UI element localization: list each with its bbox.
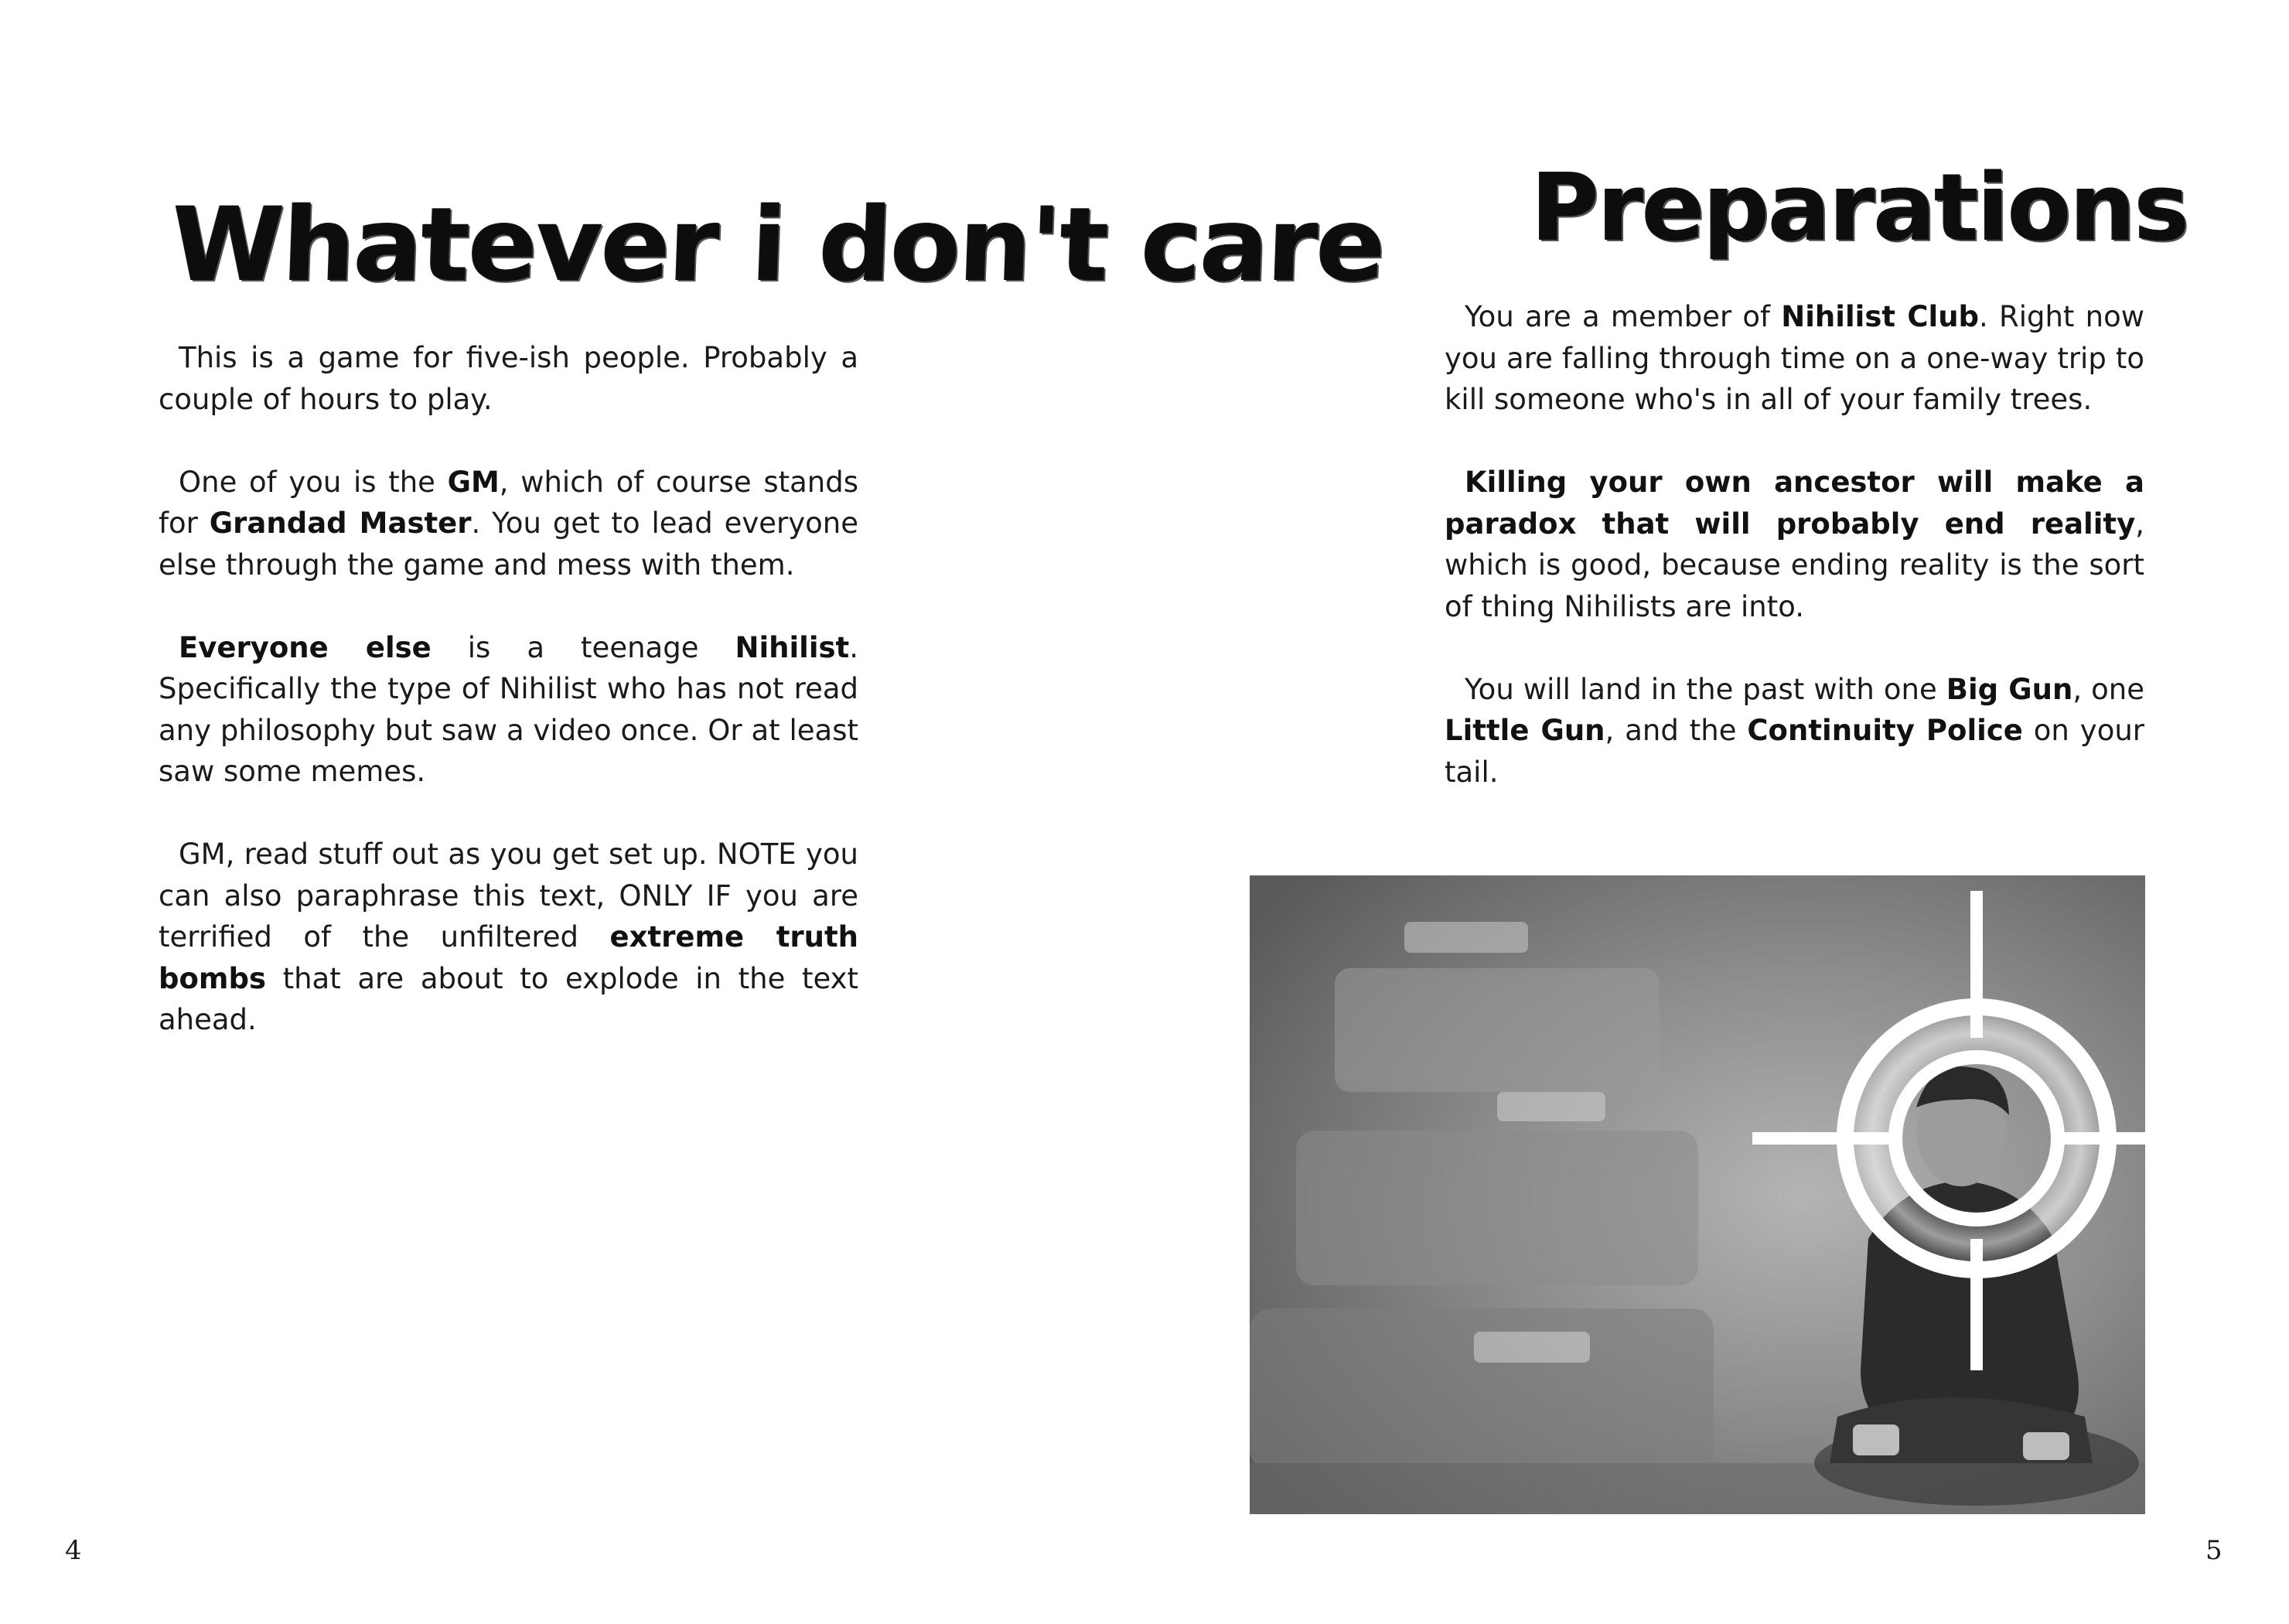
right-body-text — [1445, 296, 2144, 834]
left-p2-e: . You get to lead everyone else through the game and mess with them. — [159, 507, 858, 582]
left-p3-d: . Specifically the type of Nihilist who has not read any philosophy but saw a video once. Or at least saw some memes. — [159, 630, 858, 788]
right-p1-a: You are a member of — [1465, 300, 1782, 333]
left-p2-a: One of you is the — [179, 465, 448, 499]
left-p3-b: is a teenage — [431, 630, 735, 664]
left-p3-nihilist: Nihilist — [735, 630, 850, 664]
right-p3-c: , one — [2072, 672, 2144, 706]
left-p1-text: This is a game for five-ish people. Probably a couple of hours to play. — [159, 341, 858, 416]
photo-illustration — [1250, 875, 2145, 1514]
left-paragraph-2 — [159, 462, 858, 586]
right-p3-little-gun: Little Gun — [1445, 714, 1605, 747]
right-p3-g: on your tail. — [1445, 714, 2144, 789]
left-p4-truth-bombs: extreme truth bombs — [159, 920, 858, 995]
page-title-right — [1531, 155, 2188, 262]
right-page — [1144, 0, 2289, 1624]
right-p3-continuity-police: Continuity Police — [1747, 714, 2023, 747]
left-p2-gm: GM — [447, 465, 500, 499]
left-paragraph-1 — [159, 337, 858, 420]
left-p4-c: that are about to explode in the text ahead. — [159, 961, 858, 1036]
right-paragraph-3 — [1445, 669, 2144, 793]
right-p1-c: . Right now you are falling through time on a one-way trip to kill someone who's in all of your family trees. — [1445, 300, 2144, 416]
right-paragraph-2 — [1445, 462, 2144, 627]
right-p2-paradox: Killing your own ancestor will make a paradox that will probably end reality — [1445, 466, 2144, 541]
right-p3-big-gun: Big Gun — [1946, 672, 2073, 706]
page-title-right-text: Preparations — [1531, 155, 2188, 262]
right-p3-e: , and the — [1605, 714, 1748, 747]
left-p2-grandad-master: Grandad Master — [209, 507, 472, 540]
right-p2-b: , which is good, because ending reality is the sort of thing Nihilists are into. — [1445, 507, 2144, 623]
crosshair-photo — [1250, 875, 2145, 1514]
left-body-text — [159, 337, 858, 1082]
page-number-right: 5 — [2205, 1535, 2222, 1566]
left-p4-a: GM, read stuff out as you get set up. NOTE you can also paraphrase this text, ONLY IF you are terrified of the unfiltered — [159, 838, 858, 954]
left-paragraph-4 — [159, 834, 858, 1041]
right-paragraph-1 — [1445, 296, 2144, 421]
left-paragraph-3 — [159, 627, 858, 793]
right-p3-a: You will land in the past with one — [1465, 672, 1946, 706]
left-p2-c: , which of course stands for — [159, 465, 858, 540]
right-p1-nihilist-club: Nihilist Club — [1781, 300, 1980, 333]
page-title-left-text: Whatever i don't care — [169, 186, 1387, 305]
left-p3-everyone-else: Everyone else — [179, 630, 432, 664]
page-number-left: 4 — [65, 1535, 82, 1566]
